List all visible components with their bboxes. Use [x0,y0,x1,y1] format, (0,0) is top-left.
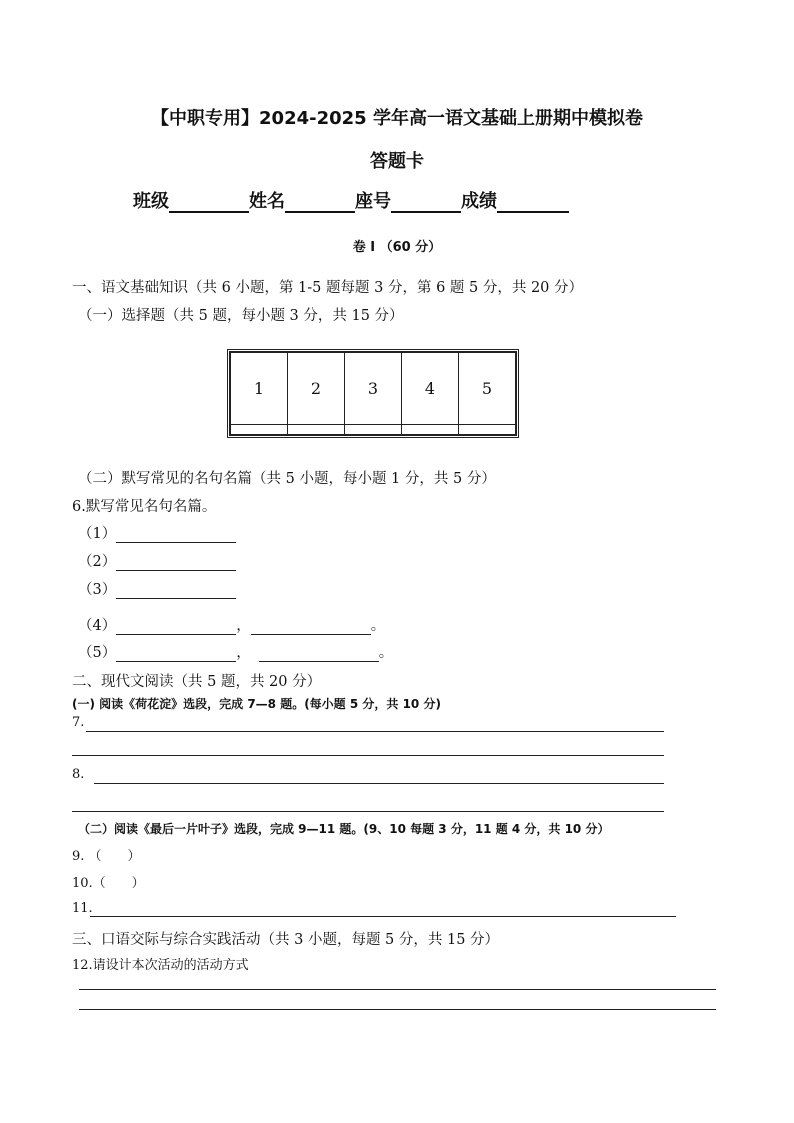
period: 。 [370,618,386,634]
comma: ， [236,645,251,661]
answer-line-8b[interactable] [72,811,664,812]
dictation-blank-5b[interactable] [259,647,379,662]
dictation-item-2-label: （2） [78,554,117,570]
page-title: 【中职专用】2024-2025 学年高一语文基础上册期中模拟卷 [151,108,643,129]
choice-heading: （一）选择题（共 5 题，每小题 3 分，共 15 分） [78,308,404,324]
choice-answer-cell-5[interactable] [459,425,516,435]
score-label: 成绩 [461,191,497,212]
class-label: 班级 [133,191,169,212]
choice-answer-row [231,425,516,435]
name-field[interactable] [285,191,355,213]
choice-number-1: 1 [231,353,288,425]
question-6: 6.默写常见名句名篇。 [72,499,217,515]
comma: ， [236,618,251,634]
answer-line-11[interactable] [90,916,676,917]
dictation-heading: （二）默写常见的名句名篇（共 5 小题，每小题 1 分，共 5 分） [78,471,496,487]
answer-line-8a[interactable] [94,783,664,784]
choice-number-4: 4 [402,353,459,425]
question-8-label: 8. [72,767,85,782]
choice-answer-cell-1[interactable] [231,425,288,435]
student-info-row [133,187,569,213]
choice-answer-cell-3[interactable] [345,425,402,435]
answer-line-12a[interactable] [79,989,716,990]
dictation-item-5-label: （5） [78,645,117,661]
choice-answer-cell-2[interactable] [288,425,345,435]
dictation-item-1-label: （1） [78,526,117,542]
section3-heading: 三、口语交际与综合实践活动（共 3 小题，每题 5 分，共 15 分） [72,932,500,948]
answer-line-7a[interactable] [86,731,664,732]
choice-number-5: 5 [459,353,516,425]
dictation-blank-2[interactable] [116,556,236,571]
question-11-label: 11. [72,901,93,916]
dictation-item-4 [78,614,385,635]
page-subtitle: 答题卡 [370,151,424,172]
reading-part2-heading: （二）阅读《最后一片叶子》选段，完成 9—11 题。(9、10 每题 3 分，11 题 4 分，共 10 分） [78,822,610,836]
choice-answer-cell-4[interactable] [402,425,459,435]
choice-number-2: 2 [288,353,345,425]
answer-line-12b[interactable] [79,1009,716,1010]
choice-answer-table [227,349,519,438]
dictation-blank-4b[interactable] [251,620,371,635]
reading-part1-heading: (一) 阅读《荷花淀》选段，完成 7—8 题。(每小题 5 分，共 10 分) [72,697,441,711]
section2-heading: 二、现代文阅读（共 5 题，共 20 分） [72,674,322,690]
answer-line-7b[interactable] [72,755,664,756]
dictation-item-3 [78,578,236,599]
section1-heading: 一、语文基础知识（共 6 小题，第 1-5 题每题 3 分，第 6 题 5 分，共 20 分） [72,280,584,296]
name-label: 姓名 [249,191,285,212]
dictation-blank-5a[interactable] [116,647,236,662]
period: 。 [378,645,394,661]
dictation-blank-1[interactable] [116,528,236,543]
dictation-item-1 [78,522,236,543]
score-field[interactable] [497,191,569,213]
question-9[interactable]: 9. （ ） [72,849,141,864]
dictation-blank-4a[interactable] [116,620,236,635]
dictation-item-3-label: （3） [78,582,117,598]
question-10[interactable]: 10.（ ） [72,876,145,891]
class-field[interactable] [169,191,249,213]
seat-label: 座号 [355,191,391,212]
volume-heading: 卷 I （60 分） [352,240,442,255]
question-12: 12.请设计本次活动的活动方式 [72,958,249,973]
dictation-item-5 [78,641,393,662]
dictation-item-4-label: （4） [78,618,117,634]
seat-field[interactable] [391,191,461,213]
question-7-label: 7. [72,715,85,730]
dictation-blank-3[interactable] [116,584,236,599]
choice-number-row [231,353,516,425]
choice-number-3: 3 [345,353,402,425]
dictation-item-2 [78,550,236,571]
